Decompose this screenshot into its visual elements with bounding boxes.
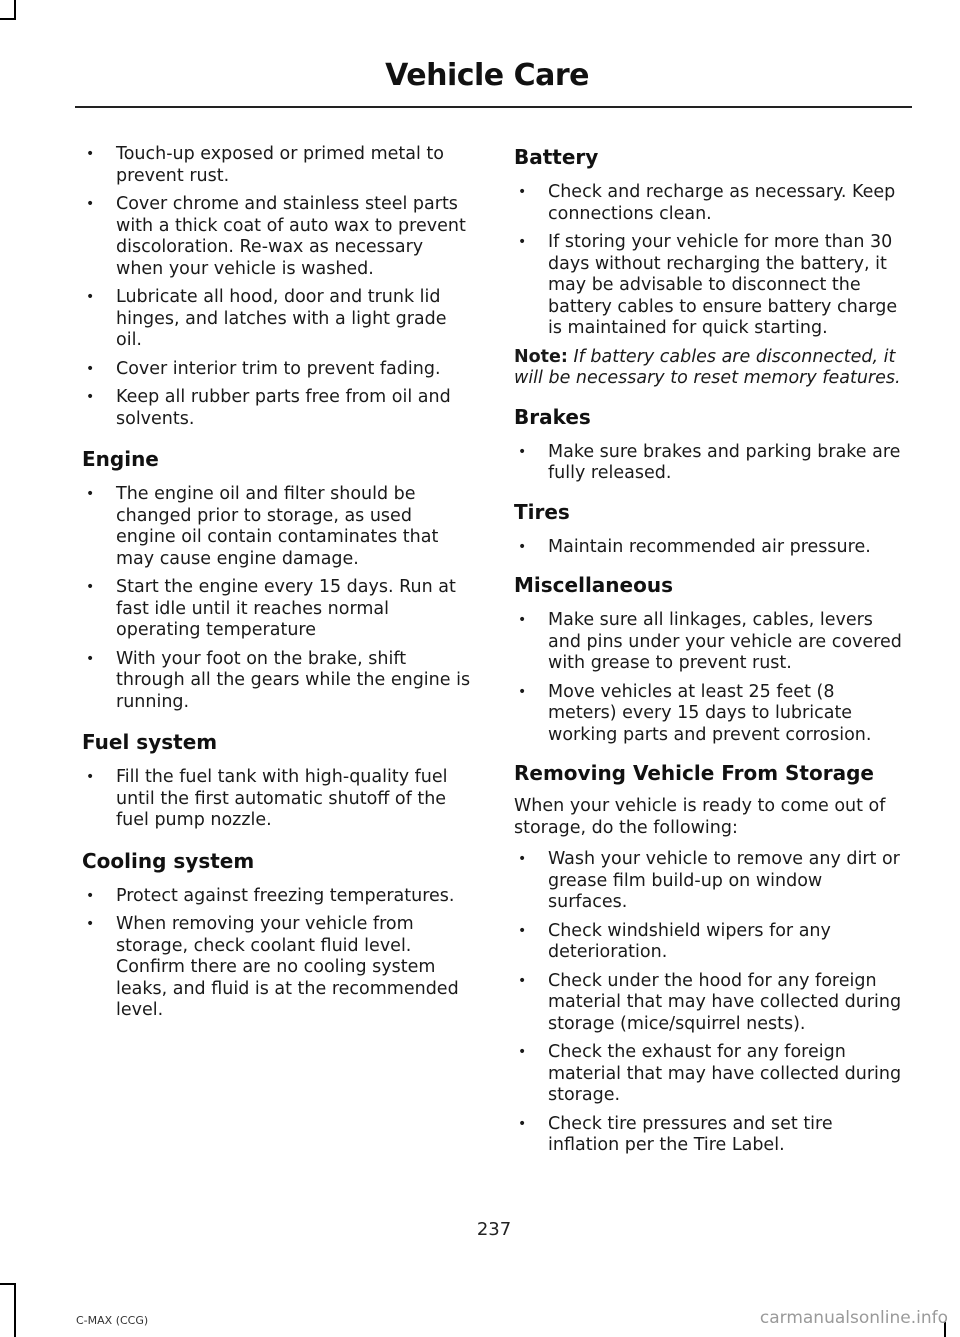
right-column xyxy=(514,144,906,1164)
bullet-icon: • xyxy=(518,1115,527,1132)
bullet-icon: • xyxy=(86,887,95,904)
list-item: • Move vehicles at least 25 feet (8 meters) every 15 days to lubricate working parts and prevent corrosion. xyxy=(518,681,872,745)
bullet-icon: • xyxy=(518,443,527,460)
bullet-icon: • xyxy=(86,389,95,405)
engine-section xyxy=(82,446,474,713)
bullet-icon: • xyxy=(518,184,527,200)
miscellaneous-bullet-list xyxy=(514,610,906,746)
cooling-system-heading: Cooling system xyxy=(82,848,255,873)
bullet-icon: • xyxy=(518,972,527,989)
list-item: • The engine oil and filter should be changed prior to storage, as used engine oil contain contaminates that may cause engine damage. xyxy=(86,484,439,569)
list-item: • If storing your vehicle for more than 30 days without recharging the battery, it may be advisable to disconnect the battery cables to ensure battery charge is maintained for quick starting. xyxy=(518,232,898,338)
bullet-icon: • xyxy=(518,851,527,867)
cooling-system-bullet-list xyxy=(82,886,474,1022)
bullet-icon: • xyxy=(518,1044,527,1060)
list-item: • When removing your vehicle from storage, check coolant fluid level. Confirm there are no cooling system leaks, and fluid is at the recommended level. xyxy=(86,914,459,1020)
bullet-icon: • xyxy=(518,234,527,250)
list-item: • Make sure all linkages, cables, levers and pins under your vehicle are covered with grease to prevent rust. xyxy=(518,610,902,673)
battery-section xyxy=(514,144,906,390)
bullet-icon: • xyxy=(86,360,95,377)
bullet-icon: • xyxy=(86,769,95,785)
intro-bullet-list xyxy=(82,144,474,430)
list-item: • Check windshield wipers for any deterioration. xyxy=(518,920,831,962)
note-label: Note: xyxy=(514,346,568,367)
bullet-icon: • xyxy=(86,146,95,162)
battery-heading: Battery xyxy=(514,145,599,169)
tires-section xyxy=(514,499,906,559)
list-item: • Cover chrome and stainless steel parts with a thick coat of auto wax to prevent discoloration. Re-wax as necessary when your vehicle is washed. xyxy=(86,194,466,279)
watermark: carmanualsonline.info xyxy=(759,1308,948,1328)
list-item: • Check and recharge as necessary. Keep connections clean. xyxy=(518,182,896,224)
brakes-section xyxy=(514,404,906,485)
bullet-icon: • xyxy=(518,683,527,700)
list-item: • With your foot on the brake, shift through all the gears while the engine is running. xyxy=(86,648,471,712)
battery-note xyxy=(514,347,906,390)
crop-mark-top-left-vertical xyxy=(14,0,16,20)
model-code: C-MAX (CCG) xyxy=(76,1314,149,1327)
page-title: Vehicle Care xyxy=(385,58,589,93)
header-divider xyxy=(75,106,912,108)
list-item: • Make sure brakes and parking brake are fully released. xyxy=(518,441,901,483)
removing-intro: When your vehicle is ready to come out of storage, do the following: xyxy=(514,796,886,838)
brakes-heading: Brakes xyxy=(514,404,591,429)
list-item: • Check under the hood for any foreign material that may have collected during storage (mice/squirrel nests). xyxy=(518,970,902,1034)
battery-bullet-list xyxy=(514,182,906,340)
crop-mark-top-left-horizontal xyxy=(0,18,16,20)
list-item: • Touch-up exposed or primed metal to prevent rust. xyxy=(86,144,444,186)
bullet-icon: • xyxy=(518,538,527,555)
list-item: • Cover interior trim to prevent fading. xyxy=(86,358,441,379)
crop-mark-bottom-left-vertical xyxy=(14,1283,16,1337)
bullet-icon: • xyxy=(86,196,95,212)
tires-bullet-list xyxy=(514,537,906,559)
list-item: • Check tire pressures and set tire inflation per the Tire Label. xyxy=(518,1113,833,1155)
bullet-icon: • xyxy=(86,289,95,305)
left-column xyxy=(82,144,474,1029)
bullet-icon: • xyxy=(86,650,95,667)
fuel-system-heading: Fuel system xyxy=(82,730,218,754)
miscellaneous-section xyxy=(514,572,906,746)
list-item: • Keep all rubber parts free from oil and solvents. xyxy=(86,387,451,429)
list-item: • Check the exhaust for any foreign material that may have collected during storage. xyxy=(518,1042,902,1105)
removing-from-storage-section xyxy=(514,760,906,1157)
bullet-icon: • xyxy=(518,922,527,939)
list-item: • Wash your vehicle to remove any dirt or grease film build-up on window surfaces. xyxy=(518,849,900,912)
list-item: • Fill the fuel tank with high-quality fuel until the first automatic shutoff of the fuel pump nozzle. xyxy=(86,767,448,830)
fuel-system-section xyxy=(82,729,474,832)
miscellaneous-heading: Miscellaneous xyxy=(514,573,673,597)
engine-bullet-list xyxy=(82,484,474,713)
list-item: • Maintain recommended air pressure. xyxy=(518,536,871,557)
bullet-icon: • xyxy=(86,579,95,595)
note-text: If battery cables are disconnected, it will be necessary to reset memory features. xyxy=(514,346,901,388)
fuel-system-bullet-list xyxy=(82,767,474,832)
brakes-bullet-list xyxy=(514,442,906,485)
engine-heading: Engine xyxy=(82,447,159,471)
bullet-icon: • xyxy=(86,916,95,932)
page-number: 237 xyxy=(476,1219,512,1240)
removing-from-storage-heading: Removing Vehicle From Storage xyxy=(514,761,874,785)
list-item: • Protect against freezing temperatures. xyxy=(86,885,455,906)
cooling-system-section xyxy=(82,848,474,1022)
crop-mark-bottom-left-horizontal xyxy=(0,1283,16,1285)
tires-heading: Tires xyxy=(514,499,570,524)
bullet-icon: • xyxy=(86,486,95,502)
list-item: • Lubricate all hood, door and trunk lid hinges, and latches with a light grade oil. xyxy=(86,287,447,350)
removing-bullet-list xyxy=(514,849,906,1157)
bullet-icon: • xyxy=(518,612,527,628)
list-item: • Start the engine every 15 days. Run at fast idle until it reaches normal operating temperature xyxy=(86,577,456,640)
